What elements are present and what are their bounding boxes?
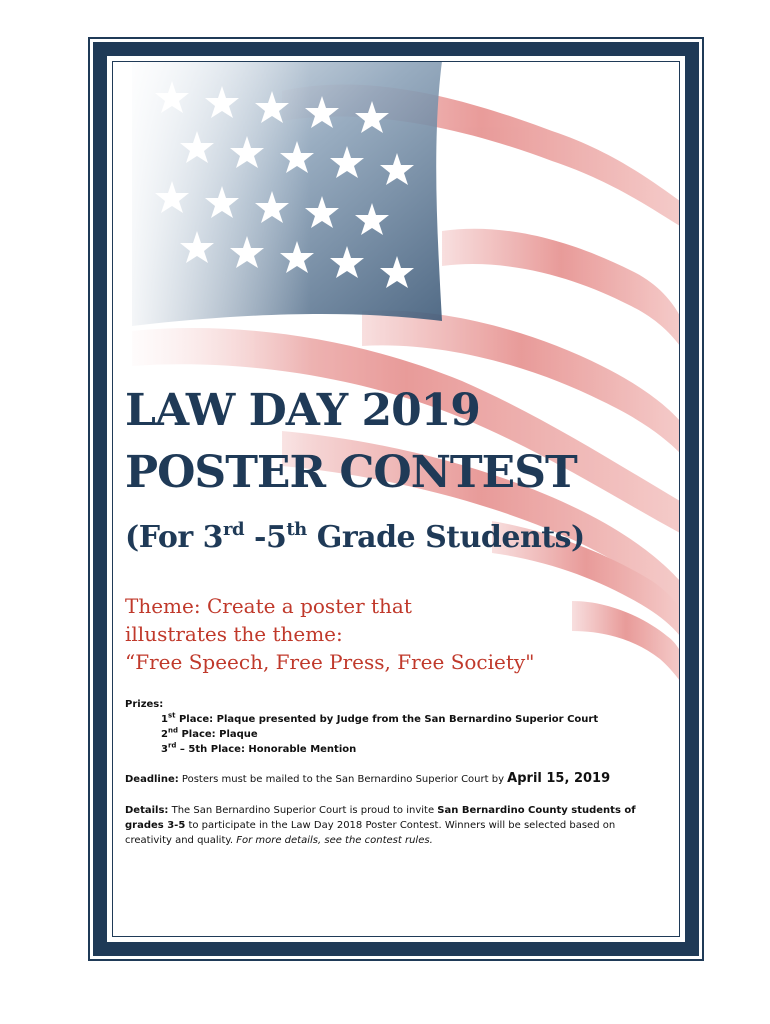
subtitle-close: Grade Students): [306, 520, 585, 555]
prize-third-sup: rd: [167, 741, 177, 750]
deadline-section: [125, 771, 610, 788]
deadline-text: Posters must be mailed to the San Bernardino Superior Court by: [178, 774, 508, 785]
deadline-date: April 15, 2019: [507, 771, 611, 786]
prize-second-text: Place: Plaque: [177, 729, 258, 740]
prize-third-text: – 5th Place: Honorable Mention: [176, 744, 357, 755]
subtitle-mid: -5: [244, 520, 287, 555]
poster-subtitle: [125, 518, 585, 558]
prizes-heading: Prizes:: [125, 699, 164, 710]
details-label: Details:: [125, 805, 169, 816]
poster-title: [125, 380, 577, 504]
prize-first-text: Place: Plaque presented by Judge from the San Bernardino Superior Court: [175, 714, 599, 725]
details-text-2: to participate in the Law Day 2018 Poster Contest. Winners will be selected based on creativity and quality.: [125, 820, 616, 846]
theme-line-1: Theme: Create a poster that: [125, 594, 412, 618]
prize-second-sup: nd: [167, 726, 178, 735]
details-italic-text: For more details, see the contest rules.: [236, 835, 433, 846]
theme-text: [125, 592, 534, 676]
prize-first-num: 1: [161, 714, 168, 725]
subtitle-sup-rd: rd: [223, 519, 245, 540]
details-text-1: The San Bernardino Superior Court is proud to invite: [168, 805, 438, 816]
prize-second-num: 2: [161, 729, 168, 740]
prize-second: [125, 727, 598, 742]
prize-first-sup: st: [167, 711, 176, 720]
subtitle-open: (For 3: [125, 520, 223, 555]
details-section: [125, 803, 655, 848]
theme-line-3: “Free Speech, Free Press, Free Society": [125, 650, 535, 674]
prizes-section: [125, 697, 598, 757]
details-bold-text: San Bernardino County students of grades 3-5: [125, 805, 636, 831]
prize-first: [125, 712, 598, 727]
title-line-1: LAW DAY 2019: [125, 385, 480, 436]
prize-third-num: 3: [161, 744, 168, 755]
theme-line-2: illustrates the theme:: [125, 622, 343, 646]
title-line-2: POSTER CONTEST: [125, 447, 577, 498]
deadline-label: Deadline:: [125, 774, 179, 785]
subtitle-sup-th: th: [286, 519, 307, 540]
prize-third: [125, 742, 598, 757]
